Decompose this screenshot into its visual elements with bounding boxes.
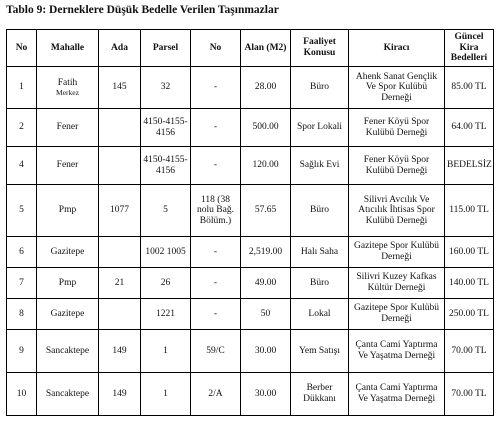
cell-no bbox=[7, 373, 37, 416]
cell-text: Sancaktepe bbox=[45, 388, 90, 399]
cell-text: Sancaktepe bbox=[45, 345, 90, 356]
table-row bbox=[7, 147, 494, 185]
cell-kapi bbox=[191, 237, 241, 268]
cell-text: Lokal bbox=[308, 308, 331, 319]
cell-no bbox=[7, 299, 37, 330]
cell-ada bbox=[99, 237, 141, 268]
cell-text: 115.00 TL bbox=[449, 205, 489, 216]
cell-text: 28.00 bbox=[254, 82, 277, 93]
cell-text: 6 bbox=[19, 246, 24, 257]
cell-kapi bbox=[191, 67, 241, 109]
header-cell: No bbox=[7, 30, 37, 67]
cell-text: Berber Dükkanı bbox=[303, 383, 336, 404]
cell-text: Fatih bbox=[57, 77, 78, 88]
cell-text: Fener bbox=[56, 122, 79, 133]
cell-parsel bbox=[141, 67, 191, 109]
cell-text: 140.00 TL bbox=[449, 277, 489, 288]
cell-text: 2,519.00 bbox=[248, 246, 283, 257]
cell-alan bbox=[241, 237, 291, 268]
cell-bedel bbox=[445, 109, 494, 147]
cell-bedel bbox=[445, 185, 494, 237]
cell-alan bbox=[241, 373, 291, 416]
cell-ada bbox=[99, 299, 141, 330]
cell-alan bbox=[241, 330, 291, 373]
cell-text: 49.00 bbox=[254, 277, 277, 288]
cell-text: 32 bbox=[160, 82, 171, 93]
cell-kapi bbox=[191, 268, 241, 299]
cell-ada bbox=[99, 147, 141, 185]
cell-kapi bbox=[191, 299, 241, 330]
table-title: Tablo 9: Derneklere Düşük Bedelle Verilen Taşınmazlar bbox=[6, 4, 279, 16]
cell-text: 4150-4155-4156 bbox=[143, 116, 188, 138]
cell-text: 7 bbox=[19, 277, 24, 288]
cell-text: 2/A bbox=[208, 388, 223, 399]
cell-faaliyet bbox=[291, 330, 349, 373]
cell-text: 149 bbox=[112, 388, 127, 399]
cell-text: 57.65 bbox=[254, 205, 277, 216]
cell-text: 1077 bbox=[110, 205, 129, 216]
header-row bbox=[7, 30, 494, 67]
cell-parsel bbox=[141, 268, 191, 299]
cell-no bbox=[7, 109, 37, 147]
cell-text: Çanta Cami Yaptırma Ve Yaşatma Derneği bbox=[355, 340, 438, 361]
header-cell: Mahalle bbox=[37, 30, 99, 67]
cell-bedel bbox=[445, 237, 494, 268]
table-row bbox=[7, 373, 494, 416]
cell-parsel bbox=[141, 147, 191, 185]
cell-text: 21 bbox=[114, 277, 125, 288]
cell-kiraci bbox=[349, 109, 445, 147]
cell-text: 1221 bbox=[156, 308, 175, 319]
cell-ada bbox=[99, 268, 141, 299]
cell-faaliyet bbox=[291, 268, 349, 299]
cell-text: Büro bbox=[310, 82, 329, 93]
header-cell: Ada bbox=[99, 30, 141, 67]
cell-no bbox=[7, 237, 37, 268]
cell-no bbox=[7, 147, 37, 185]
cell-mahalle bbox=[37, 237, 99, 268]
cell-alan bbox=[241, 67, 291, 109]
cell-text: - bbox=[213, 308, 218, 319]
cell-text: - bbox=[213, 246, 218, 257]
cell-ada bbox=[99, 109, 141, 147]
cell-text: - bbox=[213, 82, 218, 93]
cell-text: 118 (38 nolu Bağ. Bölüm.) bbox=[197, 194, 234, 226]
cell-ada bbox=[99, 185, 141, 237]
cell-bedel bbox=[445, 373, 494, 416]
cell-faaliyet bbox=[291, 237, 349, 268]
cell-text: Gazitepe Spor Kulübü Derneği bbox=[354, 303, 439, 324]
cell-faaliyet bbox=[291, 147, 349, 185]
cell-bedel bbox=[445, 299, 494, 330]
cell-text: 2 bbox=[19, 122, 24, 133]
cell-text: 1 bbox=[19, 82, 24, 93]
cell-text: 26 bbox=[160, 277, 171, 288]
cell-text: Fener bbox=[56, 160, 79, 171]
table-row bbox=[7, 268, 494, 299]
cell-text: 145 bbox=[112, 82, 127, 93]
cell-text: 70.00 TL bbox=[451, 345, 487, 356]
cell-text: Pmp bbox=[58, 277, 77, 288]
cell-text: 8 bbox=[19, 308, 24, 319]
cell-text: 30.00 bbox=[254, 345, 277, 356]
cell-text: 70.00 TL bbox=[451, 388, 487, 399]
cell-text: Yem Satışı bbox=[298, 345, 340, 356]
cell-text: 5 bbox=[163, 205, 168, 216]
cell-faaliyet bbox=[291, 185, 349, 237]
cell-faaliyet bbox=[291, 109, 349, 147]
cell-kiraci bbox=[349, 268, 445, 299]
properties-table bbox=[6, 29, 494, 416]
cell-kiraci bbox=[349, 147, 445, 185]
table-row bbox=[7, 67, 494, 109]
cell-ada bbox=[99, 373, 141, 416]
cell-text: Büro bbox=[310, 277, 329, 288]
cell-text: Çanta Cami Yaptırma Ve Yaşatma Derneği bbox=[355, 383, 438, 404]
header-cell: Alan (M2) bbox=[241, 30, 291, 67]
cell-text: 1 bbox=[163, 388, 168, 399]
cell-text: Fener Köyü Spor Kulübü Derneği bbox=[363, 154, 430, 176]
cell-text: Sağlık Evi bbox=[299, 160, 340, 171]
cell-mahalle bbox=[37, 147, 99, 185]
cell-bedel bbox=[445, 147, 494, 185]
cell-alan bbox=[241, 268, 291, 299]
cell-text: 30.00 bbox=[254, 388, 277, 399]
table-body bbox=[7, 67, 494, 416]
cell-faaliyet bbox=[291, 373, 349, 416]
header-cell: Faaliyet Konusu bbox=[291, 30, 349, 67]
cell-text: Halı Saha bbox=[300, 246, 339, 257]
cell-text: Pmp bbox=[58, 205, 77, 216]
header-cell: Parsel bbox=[141, 30, 191, 67]
cell-text: 149 bbox=[112, 345, 127, 356]
cell-kiraci bbox=[349, 185, 445, 237]
cell-mahalle bbox=[37, 268, 99, 299]
cell-kiraci bbox=[349, 373, 445, 416]
cell-text: 250.00 TL bbox=[449, 308, 489, 319]
table-row bbox=[7, 330, 494, 373]
cell-text: Gazitepe bbox=[50, 246, 85, 257]
cell-no bbox=[7, 185, 37, 237]
cell-text: 10 bbox=[16, 388, 27, 399]
cell-bedel bbox=[445, 268, 494, 299]
cell-text: 85.00 TL bbox=[451, 82, 487, 93]
table-row bbox=[7, 185, 494, 237]
cell-mahalle bbox=[37, 330, 99, 373]
cell-faaliyet bbox=[291, 299, 349, 330]
cell-no bbox=[7, 330, 37, 373]
cell-text: Gazitepe bbox=[50, 308, 85, 319]
cell-text: Fener Köyü Spor Kulübü Derneği bbox=[363, 116, 430, 138]
header-cell: Kiracı bbox=[349, 30, 445, 67]
cell-parsel bbox=[141, 299, 191, 330]
table-row bbox=[7, 237, 494, 268]
cell-alan bbox=[241, 185, 291, 237]
cell-alan bbox=[241, 299, 291, 330]
cell-text: 50 bbox=[260, 308, 271, 319]
cell-text: 1 bbox=[163, 345, 168, 356]
cell-text: - bbox=[213, 160, 218, 171]
cell-text: Silivri Kuzey Kafkas Kültür Derneği bbox=[356, 272, 437, 293]
cell-subtext: Merkez bbox=[56, 87, 79, 97]
cell-mahalle bbox=[37, 373, 99, 416]
cell-alan bbox=[241, 147, 291, 185]
header-cell: Güncel Kira Bedelleri bbox=[445, 30, 494, 67]
cell-text: 120.00 bbox=[252, 160, 279, 171]
cell-text: Ahenk Sanat Gençlik Ve Spor Kulübü Derneği bbox=[355, 71, 438, 103]
cell-parsel bbox=[141, 237, 191, 268]
cell-kapi bbox=[191, 373, 241, 416]
cell-text: Spor Lokali bbox=[296, 122, 343, 133]
cell-text: 9 bbox=[19, 345, 24, 356]
cell-kiraci bbox=[349, 299, 445, 330]
cell-no bbox=[7, 67, 37, 109]
cell-text: - bbox=[213, 277, 218, 288]
cell-kiraci bbox=[349, 67, 445, 109]
table-row bbox=[7, 109, 494, 147]
cell-parsel bbox=[141, 109, 191, 147]
cell-ada bbox=[99, 330, 141, 373]
cell-mahalle bbox=[37, 109, 99, 147]
cell-bedel bbox=[445, 330, 494, 373]
cell-text: 64.00 TL bbox=[451, 122, 487, 133]
cell-parsel bbox=[141, 185, 191, 237]
header-cell: No bbox=[191, 30, 241, 67]
cell-parsel bbox=[141, 373, 191, 416]
table-row bbox=[7, 299, 494, 330]
cell-kiraci bbox=[349, 330, 445, 373]
cell-text: 500.00 bbox=[252, 122, 279, 133]
cell-text: 4 bbox=[19, 160, 24, 171]
cell-bedel bbox=[445, 67, 494, 109]
cell-text: 4150-4155-4156 bbox=[143, 154, 188, 176]
cell-text: BEDELSİZ bbox=[447, 160, 492, 171]
cell-text: 59/C bbox=[206, 345, 225, 356]
cell-text: 5 bbox=[19, 205, 24, 216]
cell-no bbox=[7, 268, 37, 299]
cell-ada bbox=[99, 67, 141, 109]
cell-kapi bbox=[191, 109, 241, 147]
cell-mahalle bbox=[37, 299, 99, 330]
cell-alan bbox=[241, 109, 291, 147]
cell-mahalle bbox=[37, 67, 99, 109]
cell-kiraci bbox=[349, 237, 445, 268]
cell-faaliyet bbox=[291, 67, 349, 109]
cell-text: 160.00 TL bbox=[449, 246, 489, 257]
cell-kapi bbox=[191, 330, 241, 373]
cell-text: - bbox=[213, 122, 218, 133]
cell-mahalle bbox=[37, 185, 99, 237]
cell-kapi bbox=[191, 147, 241, 185]
cell-parsel bbox=[141, 330, 191, 373]
cell-text: 1002 1005 bbox=[145, 246, 186, 257]
cell-text: Silivri Avcılık Ve Atıcılık İhtisas Spor Kulübü Derneği bbox=[358, 194, 435, 226]
cell-text: Gazitepe Spor Kulübü Derneği bbox=[354, 241, 439, 262]
cell-kapi bbox=[191, 185, 241, 237]
cell-text: Büro bbox=[310, 205, 329, 216]
